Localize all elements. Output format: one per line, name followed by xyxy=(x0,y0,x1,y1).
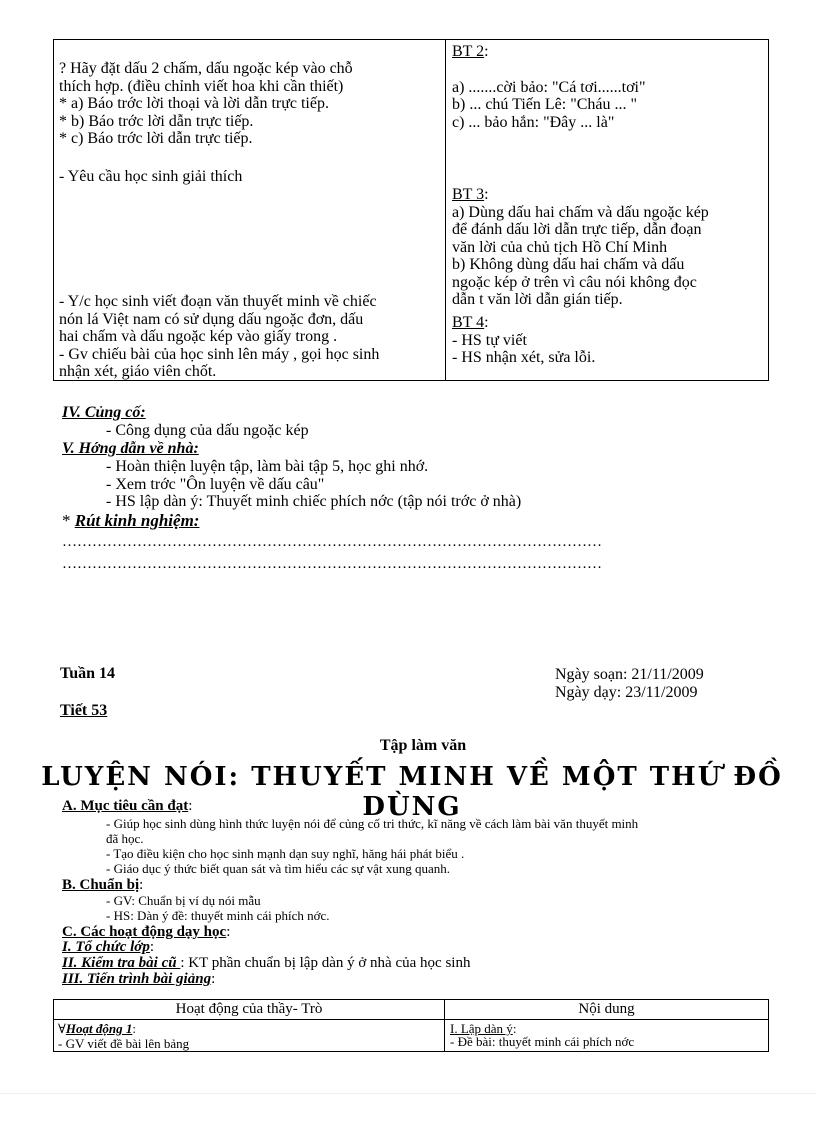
section-b-items xyxy=(106,893,776,923)
dotted-line: ……………………………………………………………………………………………… xyxy=(62,556,602,572)
subsection-i-title: I. Tổ chức lớp xyxy=(62,939,150,955)
text-line: - Y/c học sinh viết đoạn văn thuyết minh về chiếc xyxy=(59,293,377,310)
experience-heading xyxy=(62,511,199,530)
section-a-title: A. Mục tiêu cần đạt xyxy=(62,798,189,814)
activity-mark-icon: ∀ xyxy=(58,1021,66,1036)
text-line: * a) Báo trớc lời thoại và lời dẫn trực tiếp. xyxy=(59,95,329,112)
subsection-iii xyxy=(62,971,215,988)
subject-label: Tập làm văn xyxy=(379,737,467,754)
section-v-title: V. Hớng dẫn về nhà: xyxy=(62,440,199,457)
exercise-instructions xyxy=(59,60,439,148)
activity-table xyxy=(53,39,769,381)
star-mark: * xyxy=(62,511,75,530)
lesson-number: Tiết 53 xyxy=(60,702,108,719)
lesson-table xyxy=(53,999,769,1052)
subsection-i xyxy=(62,939,154,956)
exercise-4 xyxy=(452,314,767,367)
table-divider xyxy=(445,40,446,380)
colon: : xyxy=(484,314,489,331)
text-line: - Gv chiếu bài của học sinh lên máy , gọi học sinh xyxy=(59,345,380,363)
experience-title: Rút kinh nghiệm: xyxy=(74,511,200,530)
bt2-title: BT 2 xyxy=(452,43,485,60)
colon: : xyxy=(484,43,489,60)
list-item: - Giáo dục ý thức biết quan sát và tìm hiểu các sự vật xung quanh. xyxy=(106,861,451,876)
writing-task xyxy=(59,293,439,381)
text-line: để đánh dấu lời dẫn trực tiếp, dẫn đoạn xyxy=(452,221,702,238)
colon: : xyxy=(132,1021,136,1036)
activity-1-heading xyxy=(58,1021,136,1036)
colon: : xyxy=(188,798,193,814)
table-header-line xyxy=(54,1019,768,1020)
section-c-title: C. Các hoạt động dạy học xyxy=(62,924,227,940)
text-line: b) Không dùng dấu hai chấm và dấu xyxy=(452,256,685,273)
list-item: - HS: Dàn ý đề: thuyết minh cái phích nớc. xyxy=(106,908,330,923)
page-bottom-rule xyxy=(0,1093,816,1094)
activity-1-title: Hoạt động 1 xyxy=(65,1021,133,1036)
colon: : xyxy=(484,186,489,203)
week-label: Tuần 14 xyxy=(60,665,115,682)
list-item: đã học. xyxy=(106,831,144,846)
section-iv-title: IV. Củng cố: xyxy=(62,404,146,421)
text-line: hai chấm và dấu ngoặc kép vào giấy trong . xyxy=(59,328,338,345)
colon: : xyxy=(512,1021,517,1036)
text-line: a) .......cời bảo: "Cá tơi......tơi" xyxy=(452,78,646,96)
lesson-title: LUYỆN NÓI: THUYẾT MINH VỀ MỘT THỨ ĐỒ DÙNG xyxy=(41,762,783,822)
column-header-activity: Hoạt động của thầy- Trò xyxy=(175,1001,323,1017)
dotted-line: ……………………………………………………………………………………………… xyxy=(62,534,602,550)
text-line: - HS nhận xét, sửa lỗi. xyxy=(452,349,596,366)
text-line: thích hợp. (điều chỉnh viết hoa khi cần thiết) xyxy=(59,77,344,95)
text-line: * b) Báo trớc lời dẫn trực tiếp. xyxy=(59,112,254,130)
text-line: * c) Báo trớc lời dẫn trực tiếp. xyxy=(59,130,253,147)
exercise-3 xyxy=(452,186,767,309)
section-a-items xyxy=(106,816,776,876)
text-line: ? Hãy đặt dấu 2 chấm, dấu ngoặc kép vào chỗ xyxy=(59,60,353,77)
section-b-heading xyxy=(62,877,143,894)
list-item: - HS lập dàn ý: Thuyết minh chiếc phích nớc (tập nói trớc ở nhà) xyxy=(106,493,522,510)
bt3-title: BT 3 xyxy=(452,186,485,203)
list-item: - GV: Chuẩn bị ví dụ nói mẫu xyxy=(106,893,261,908)
colon: : xyxy=(211,971,216,987)
text-line: nhận xét, giáo viên chốt. xyxy=(59,363,217,380)
activity-1-line: - GV viết đề bài lên bảng xyxy=(58,1036,190,1051)
text-line: b) ... chú Tiến Lê: "Cháu ... " xyxy=(452,96,638,113)
text-line: - HS tự viết xyxy=(452,331,527,349)
colon: : xyxy=(226,924,231,940)
text-line: văn lời của chủ tịch Hồ Chí Minh xyxy=(452,238,668,256)
teach-date: Ngày dạy: 23/11/2009 xyxy=(555,684,698,701)
colon: : xyxy=(139,877,144,893)
text-line: dẫn t văn lời dẫn gián tiếp. xyxy=(452,291,623,308)
explain-request: - Yêu cầu học sinh giải thích xyxy=(59,168,243,185)
list-item: - Xem trớc "Ôn luyện về dấu câu" xyxy=(106,475,325,493)
subsection-ii-text: : KT phần chuẩn bị lập dàn ý ở nhà của học sinh xyxy=(180,955,471,971)
list-item: - Hoàn thiện luyện tập, làm bài tập 5, học ghi nhớ. xyxy=(106,458,429,475)
section-v-items xyxy=(106,458,766,511)
text-line: a) Dùng dấu hai chấm và dấu ngoặc kép xyxy=(452,203,709,221)
subsection-ii-title: II. Kiểm tra bài cũ xyxy=(62,955,181,971)
section-iv-item: - Công dụng của dấu ngoặc kép xyxy=(106,422,309,439)
text-line: nón lá Việt nam có sử dụng dấu ngoặc đơn, dấu xyxy=(59,310,364,328)
prep-date: Ngày soạn: 21/11/2009 xyxy=(555,666,704,683)
exercise-2 xyxy=(452,43,767,131)
list-item: - Tạo điều kiện cho học sinh mạnh dạn suy nghĩ, hăng hái phát biểu . xyxy=(106,846,465,861)
bt4-title: BT 4 xyxy=(452,314,485,331)
list-item: - Giúp học sinh dùng hình thức luyện nói để củng cố tri thức, kĩ năng về cách làm bài văn thuyết minh xyxy=(106,816,639,831)
text-line: ngoặc kép ở trên vì câu nói không đọc xyxy=(452,273,697,291)
text-line: c) ... bảo hắn: "Đây ... là" xyxy=(452,113,615,131)
subsection-ii xyxy=(62,955,470,972)
section-b-title: B. Chuẩn bị xyxy=(62,877,140,893)
content-1-line: - Đề bài: thuyết minh cái phích nớc xyxy=(450,1034,635,1049)
subsection-iii-title: III. Tiến trình bài giảng xyxy=(62,971,212,987)
column-header-content: Nội dung xyxy=(578,1001,635,1017)
colon: : xyxy=(149,939,155,955)
content-1-title: I. Lập dàn ý xyxy=(450,1021,513,1036)
section-a-heading xyxy=(62,798,192,815)
